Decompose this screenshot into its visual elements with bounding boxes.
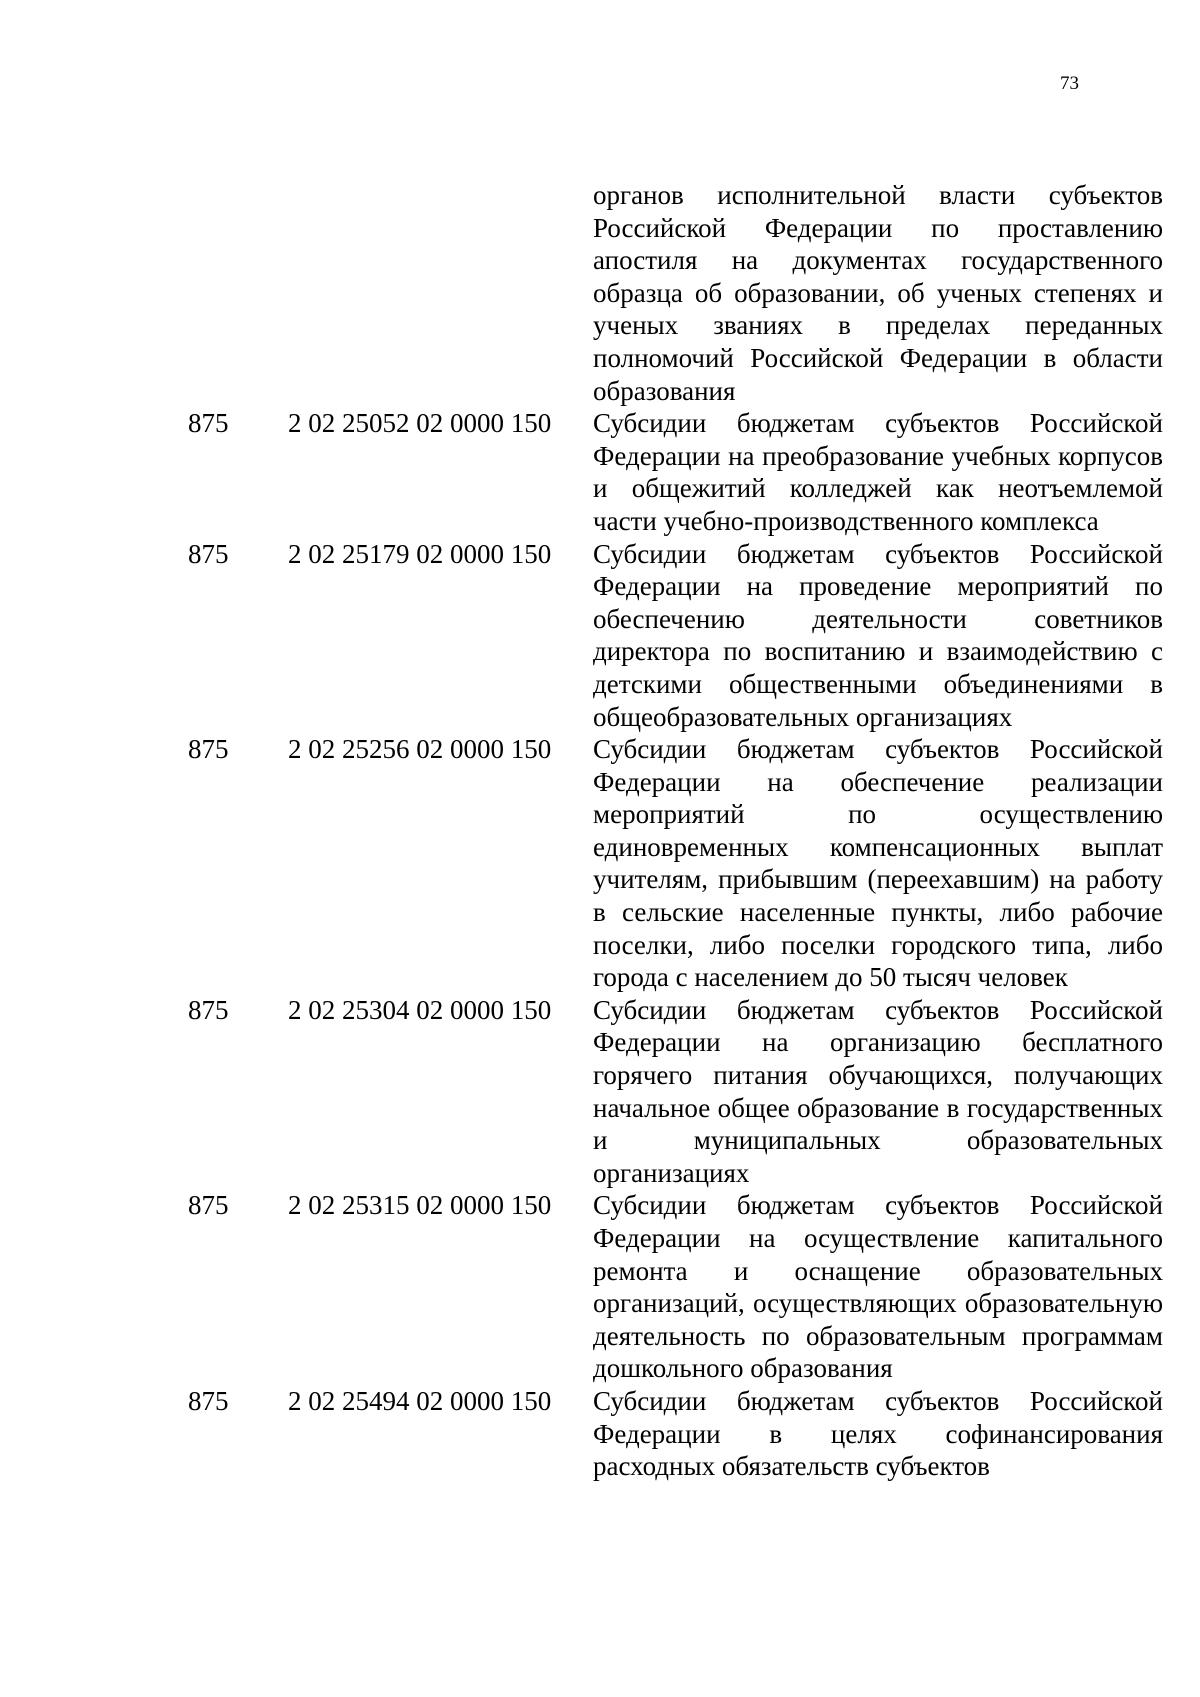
admin-code-cell: 875 — [188, 994, 229, 1025]
description-cell: Субсидии бюджетам субъектов Российской Федерации на преобразование учебных корпусов и общежитий колледжей как неотъемлемой части учебно-производственного комплекса — [593, 408, 1163, 536]
description-cell: органов исполнительной власти субъектов Российской Федерации по проставлению апостиля на документах государственного образца об образовании, об ученых степенях и ученых званиях в пределах переданных полномочий Российской Федерации в области образования — [593, 180, 1163, 406]
description-cell: Субсидии бюджетам субъектов Российской Федерации на обеспечение реализации мероприятий по осуществлению единовременных компенсационных выплат учителям, прибывшим (переехавшим) на работу в сельские населенные пункты, либо рабочие поселки, либо поселки городского типа, либо города с населением до 50 тысяч человек — [593, 734, 1163, 993]
table-row — [188, 733, 1163, 994]
table-row — [188, 1189, 1163, 1385]
budget-code-cell: 2 02 25494 02 0000 150 — [288, 1385, 552, 1416]
admin-code-cell: 875 — [188, 734, 229, 765]
admin-code-cell: 875 — [188, 538, 229, 569]
budget-code-cell: 2 02 25315 02 0000 150 — [288, 1190, 552, 1221]
description-cell: Субсидии бюджетам субъектов Российской Федерации на проведение мероприятий по обеспечению деятельности советников директора по воспитанию и взаимодействию с детскими общественными объединениями в общеобразовательных организациях — [593, 538, 1163, 732]
admin-code-cell: 875 — [188, 408, 229, 439]
budget-code-cell: 2 02 25256 02 0000 150 — [288, 734, 552, 765]
budget-code-cell: 2 02 25179 02 0000 150 — [288, 538, 552, 569]
budget-codes-table — [188, 179, 1163, 1483]
description-cell: Субсидии бюджетам субъектов Российской Федерации на осуществление капитального ремонта и оснащение образовательных организаций, осуществляющих образовательную деятельность по образовательным программам дошкольного образования — [593, 1190, 1163, 1384]
admin-code-cell: 875 — [188, 1190, 229, 1221]
table-row — [188, 538, 1163, 734]
table-row — [188, 179, 1163, 407]
table-row — [188, 1385, 1163, 1483]
table-row — [188, 994, 1163, 1190]
description-cell: Субсидии бюджетам субъектов Российской Федерации в целях софинансирования расходных обязательств субъектов — [593, 1385, 1163, 1482]
admin-code-cell: 875 — [188, 1385, 229, 1416]
table-row — [188, 407, 1163, 537]
page-number: 73 — [1060, 73, 1079, 94]
budget-code-cell: 2 02 25052 02 0000 150 — [288, 408, 552, 439]
description-cell: Субсидии бюджетам субъектов Российской Федерации на организацию бесплатного горячего питания обучающихся, получающих начальное общее образование в государственных и муниципальных образовательных организациях — [593, 994, 1163, 1188]
budget-code-cell: 2 02 25304 02 0000 150 — [288, 994, 552, 1025]
